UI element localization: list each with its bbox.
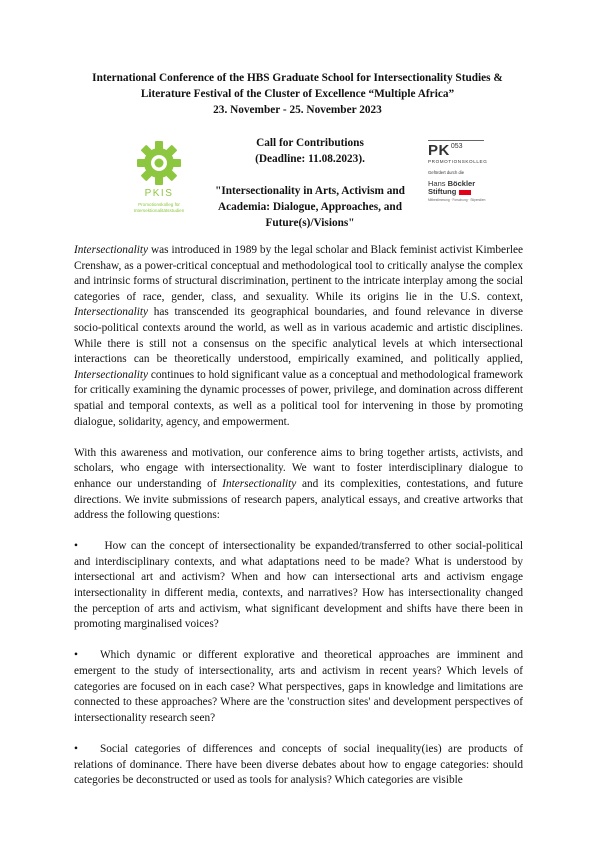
pkis-subtitle-2: Intersektionalitätsstudien — [133, 208, 185, 213]
pkis-subtitle-1: Promotionskolleg für — [138, 202, 180, 207]
list-item: • Which dynamic or different explorative and theoretical approaches are imminent and emergent to the study of intersectionality, arts and activism in recent years? Which levels of categories are focused on in each case? What perspectives, gaps in knowledge and limitations are connected to these approaches? Where are the 'construction sites' and development perspectives of intersectionality research seen? — [74, 649, 523, 724]
header-line-1: International Conference of the HBS Graduate School for Intersectionality Studies & — [92, 72, 503, 84]
header-dates: 23. November - 25. November 2023 — [213, 104, 382, 116]
question-list — [74, 539, 523, 789]
pk-letters: PK — [428, 142, 450, 159]
pk-name: PROMOTIONSKOLLEG — [428, 159, 488, 164]
header-line-2: Literature Festival of the Cluster of Excellence “Multiple Africa” — [140, 88, 455, 100]
theme-line-3: Future(s)/Visions" — [265, 217, 355, 229]
body-text — [74, 243, 523, 789]
call-title: Call for Contributions — [256, 137, 364, 149]
red-bar-icon — [459, 190, 471, 195]
pk053-boeckler-logo — [428, 140, 490, 202]
conference-header — [60, 70, 535, 118]
gear-icon — [136, 140, 182, 186]
pk-number: 053 — [450, 143, 463, 150]
call-block — [200, 135, 420, 231]
paragraph-1: Intersectionality was introduced in 1989 by the legal scholar and Black feminist activist Kimberlee Crenshaw, as a power-critical conceptual and methodological tool to critically analyse the complex and intrinsic forms of structural discrimination, pertinent to the intricate interplay among the social categories of race, gender, class, and sexuality. While its origins lie in the U.S. context, Intersectionality has transcended its geographical boundaries, and found relevance in diverse socio-political contexts around the world, as well as in various academic and artistic disciplines. While there is still not a consensus on the specific analytical levels at which intersectional interactions can be theoretically understood, empirically examined, and politically applied, Intersectionality continues to hold significant value as a conceptual and methodological framework for critically examining the dynamic processes of power, privilege, and domination across different spatial and temporal contexts, as well as a political tool for intervening in those by promoting dialogue, solidarity, agency, and empowerment. — [74, 244, 523, 428]
list-item: • How can the concept of intersectionality be expanded/transferred to other social-political and interdisciplinary contexts, and what adaptations need to be made? What is understood by intersectional art and activism? When and how can intersectional arts and activism engage intersectionality in different media, contexts, and narratives? How has intersectionality changed the perception of arts and activism, what significant development and shifts have there been in promoting marginalised voices? — [74, 540, 523, 631]
list-item: • Social categories of differences and concepts of social inequality(ies) are products of relations of dominance. There have been diverse debates about how to engage categories: should categories be deconstructed or used as tools for analysis? Which categories are visible — [74, 743, 523, 787]
pkis-wordmark: PKIS — [144, 188, 174, 199]
paragraph-2: With this awareness and motivation, our conference aims to bring together artists, activists, and scholars, who engage with intersectionality. We want to foster interdisciplinary dialogue to enhance our understanding of Intersectionality and its complexities, contestations, and future directions. We invite submissions of research papers, analytical essays, and creative artworks that address the following questions: — [74, 446, 523, 522]
pkis-logo — [128, 140, 190, 214]
stiftung-label: Stiftung — [428, 188, 490, 196]
boeckler-tagline: Mitbestimmung · Forschung · Stipendien — [428, 198, 486, 202]
theme-line-1: "Intersectionality in Arts, Activism and — [215, 185, 405, 197]
hans-boeckler-name: Hans Böckler — [428, 179, 476, 188]
call-deadline: (Deadline: 11.08.2023). — [255, 153, 365, 165]
theme-line-2: Academia: Dialogue, Approaches, and — [217, 201, 402, 213]
funded-by: Gefördert durch die — [428, 170, 465, 175]
